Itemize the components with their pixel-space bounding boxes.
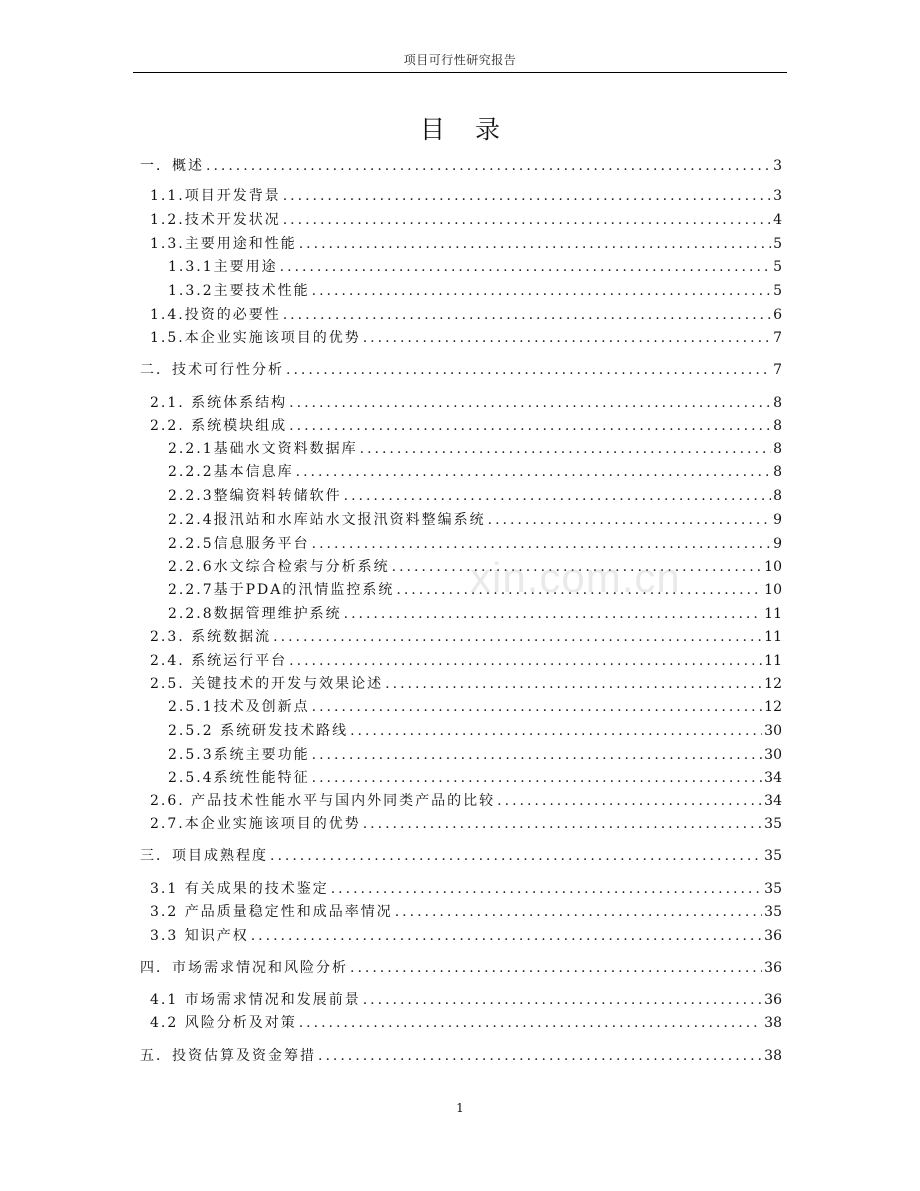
toc-entry[interactable]: [150, 902, 782, 922]
toc-entry-page: 8: [773, 395, 782, 411]
toc-dot-leader: [312, 697, 763, 717]
toc-entry-title: 4.2 风险分析及对策: [150, 1015, 297, 1031]
toc-dot-leader: [497, 791, 762, 811]
toc-dot-leader: [312, 534, 771, 554]
toc-entry[interactable]: [168, 510, 782, 530]
toc-entry-page: 12: [764, 699, 782, 715]
toc-entry-title: 1.3.2主要技术性能: [168, 283, 310, 299]
toc-entry-title: 五．投资估算及资金筹措: [140, 1048, 316, 1064]
toc-entry-page: 8: [773, 464, 782, 480]
toc-dot-leader: [283, 210, 771, 230]
toc-entry-title: 2.2.3整编资料转储软件: [168, 488, 342, 504]
toc-entry-page: 30: [764, 747, 782, 763]
toc-entry-page: 35: [764, 848, 782, 864]
toc-entry-title: 2.1. 系统体系结构: [150, 395, 288, 411]
toc-entry-page: 11: [764, 606, 782, 622]
toc-entry-title: 2.5. 关键技术的开发与效果论述: [150, 676, 384, 692]
toc-dot-leader: [392, 557, 763, 577]
toc-entry[interactable]: [150, 674, 782, 694]
toc-entry[interactable]: [150, 234, 782, 254]
toc-entry-title: 三．项目成熟程度: [140, 848, 268, 864]
toc-entry[interactable]: [150, 791, 782, 811]
toc-dot-leader: [360, 439, 771, 459]
toc-entry[interactable]: [150, 926, 782, 946]
toc-entry-title: 二．技术可行性分析: [140, 362, 284, 378]
toc-entry-page: 8: [773, 418, 782, 434]
toc-entry[interactable]: [150, 210, 782, 230]
toc-entry-page: 7: [773, 362, 782, 378]
toc-entry-title: 1.4.投资的必要性: [150, 307, 281, 323]
toc-entry-page: 6: [773, 307, 782, 323]
toc-entry[interactable]: [168, 721, 782, 741]
toc-dot-leader: [385, 674, 762, 694]
toc-entry-title: 2.2.1基础水文资料数据库: [168, 441, 358, 457]
toc-dot-leader: [283, 186, 771, 206]
toc-entry[interactable]: [168, 462, 782, 482]
toc-entry-page: 5: [773, 236, 782, 252]
toc-dot-leader: [344, 486, 771, 506]
toc-entry[interactable]: [168, 439, 782, 459]
toc-dot-leader: [344, 604, 763, 624]
toc-entry-page: 34: [764, 770, 782, 786]
toc-entry-page: 3: [773, 158, 782, 174]
toc-entry-title: 4.1 市场需求情况和发展前景: [150, 992, 361, 1008]
toc-dot-leader: [289, 651, 762, 671]
toc-entry-title: 1.1.项目开发背景: [150, 188, 281, 204]
running-header: 项目可行性研究报告: [403, 53, 517, 67]
toc-dot-leader: [289, 393, 771, 413]
toc-entry[interactable]: [150, 186, 782, 206]
toc-entry[interactable]: [140, 360, 782, 380]
toc-entry[interactable]: [150, 814, 782, 834]
toc-entry-title: 1.3.1主要用途: [168, 259, 278, 275]
toc-entry[interactable]: [150, 393, 782, 413]
toc-entry[interactable]: [150, 416, 782, 436]
toc-entry[interactable]: [168, 745, 782, 765]
toc-dot-leader: [395, 902, 762, 922]
toc-entry-page: 11: [764, 653, 782, 669]
toc-dot-leader: [363, 328, 771, 348]
toc-dot-leader: [299, 234, 771, 254]
toc-entry-page: 5: [773, 259, 782, 275]
toc-dot-leader: [363, 990, 762, 1010]
toc-entry[interactable]: [168, 768, 782, 788]
toc-entry[interactable]: [140, 846, 782, 866]
toc-entry[interactable]: [168, 557, 782, 577]
toc-entry-page: 38: [764, 1015, 782, 1031]
toc-dot-leader: [296, 462, 771, 482]
toc-title: 目录: [419, 115, 530, 144]
toc-entry-page: 4: [773, 212, 782, 228]
toc-entry-title: 2.2.2基本信息库: [168, 464, 294, 480]
toc-entry-title: 3.3 知识产权: [150, 928, 249, 944]
toc-dot-leader: [283, 305, 771, 325]
toc-entry[interactable]: [168, 486, 782, 506]
toc-entry-page: 10: [764, 559, 782, 575]
toc-entry-page: 36: [764, 960, 782, 976]
toc-dot-leader: [289, 416, 771, 436]
toc-dot-leader: [280, 257, 771, 277]
toc-entry-page: 35: [764, 881, 782, 897]
toc-entry-title: 一．概述: [140, 158, 204, 174]
toc-entry-page: 35: [764, 816, 782, 832]
toc-dot-leader: [331, 879, 762, 899]
toc-entry-page: 12: [764, 676, 782, 692]
toc-dot-leader: [363, 814, 762, 834]
toc-dot-leader: [318, 1046, 762, 1066]
toc-entry-page: 3: [773, 188, 782, 204]
toc-dot-leader: [350, 721, 762, 741]
toc-entry-title: 2.2.7基于PDA的汛情监控系统: [168, 582, 395, 598]
toc-entry-page: 36: [764, 992, 782, 1008]
toc-entry-title: 2.2.8数据管理维护系统: [168, 606, 342, 622]
toc-dot-leader: [286, 360, 771, 380]
toc-entry-title: 1.5.本企业实施该项目的优势: [150, 330, 361, 346]
toc-entry[interactable]: [150, 990, 782, 1010]
toc-entry-title: 2.6. 产品技术性能水平与国内外同类产品的比较: [150, 793, 496, 809]
toc-entry-title: 2.3. 系统数据流: [150, 629, 272, 645]
toc-dot-leader: [251, 926, 762, 946]
toc-entry[interactable]: [168, 534, 782, 554]
toc-entry-title: 2.2.5信息服务平台: [168, 536, 310, 552]
toc-entry-title: 2.5.1技术及创新点: [168, 699, 310, 715]
toc-entry-page: 35: [764, 904, 782, 920]
toc-dot-leader: [396, 580, 762, 600]
toc-entry-page: 7: [773, 330, 782, 346]
toc-entry[interactable]: [168, 604, 782, 624]
toc-entry-page: 9: [773, 536, 782, 552]
toc-dot-leader: [273, 627, 762, 647]
watermark: xin.com.cn: [470, 554, 681, 601]
page-number: 1: [456, 1101, 464, 1115]
toc-entry[interactable]: [168, 580, 782, 600]
toc-entry-page: 9: [773, 512, 782, 528]
toc-entry[interactable]: [140, 156, 782, 176]
toc-entry-title: 1.2.技术开发状况: [150, 212, 281, 228]
toc-entry[interactable]: [150, 879, 782, 899]
toc-dot-leader: [270, 846, 762, 866]
toc-dot-leader: [312, 745, 763, 765]
toc-entry-page: 34: [764, 793, 782, 809]
toc-entry-title: 2.5.4系统性能特征: [168, 770, 310, 786]
toc-entry[interactable]: [150, 627, 782, 647]
toc-entry-page: 11: [764, 629, 782, 645]
toc-entry[interactable]: [168, 697, 782, 717]
toc-entry-title: 2.2.4报汛站和水库站水文报汛资料整编系统: [168, 512, 486, 528]
toc-entry-title: 2.5.3系统主要功能: [168, 747, 310, 763]
toc-dot-leader: [206, 156, 771, 176]
toc-entry-title: 2.4. 系统运行平台: [150, 653, 288, 669]
toc-entry-page: 5: [773, 283, 782, 299]
toc-entry-title: 2.5.2 系统研发技术路线: [168, 723, 349, 739]
toc-entry-title: 2.2.6水文综合检索与分析系统: [168, 559, 390, 575]
toc-dot-leader: [312, 768, 763, 788]
toc-entry-title: 2.7.本企业实施该项目的优势: [150, 816, 361, 832]
toc-entry-page: 36: [764, 928, 782, 944]
toc-dot-leader: [312, 281, 771, 301]
toc-entry-page: 30: [764, 723, 782, 739]
toc-entry[interactable]: [150, 651, 782, 671]
toc-entry[interactable]: [140, 1046, 782, 1066]
toc-entry-page: 8: [773, 441, 782, 457]
toc-entry[interactable]: [168, 281, 782, 301]
toc-entry-title: 四．市场需求情况和风险分析: [140, 960, 348, 976]
toc-dot-leader: [350, 958, 762, 978]
toc-entry-title: 2.2. 系统模块组成: [150, 418, 288, 434]
toc-entry-page: 10: [764, 582, 782, 598]
toc-entry[interactable]: [140, 958, 782, 978]
toc-dot-leader: [488, 510, 771, 530]
toc-entry[interactable]: [150, 305, 782, 325]
toc-entry-page: 8: [773, 488, 782, 504]
toc-entry-title: 3.1 有关成果的技术鉴定: [150, 881, 329, 897]
toc-entry-page: 38: [764, 1048, 782, 1064]
toc-dot-leader: [299, 1013, 762, 1033]
toc-entry-title: 1.3.主要用途和性能: [150, 236, 297, 252]
toc-entry[interactable]: [168, 257, 782, 277]
toc-entry-title: 3.2 产品质量稳定性和成品率情况: [150, 904, 393, 920]
toc-entry[interactable]: [150, 1013, 782, 1033]
toc-entry[interactable]: [150, 328, 782, 348]
